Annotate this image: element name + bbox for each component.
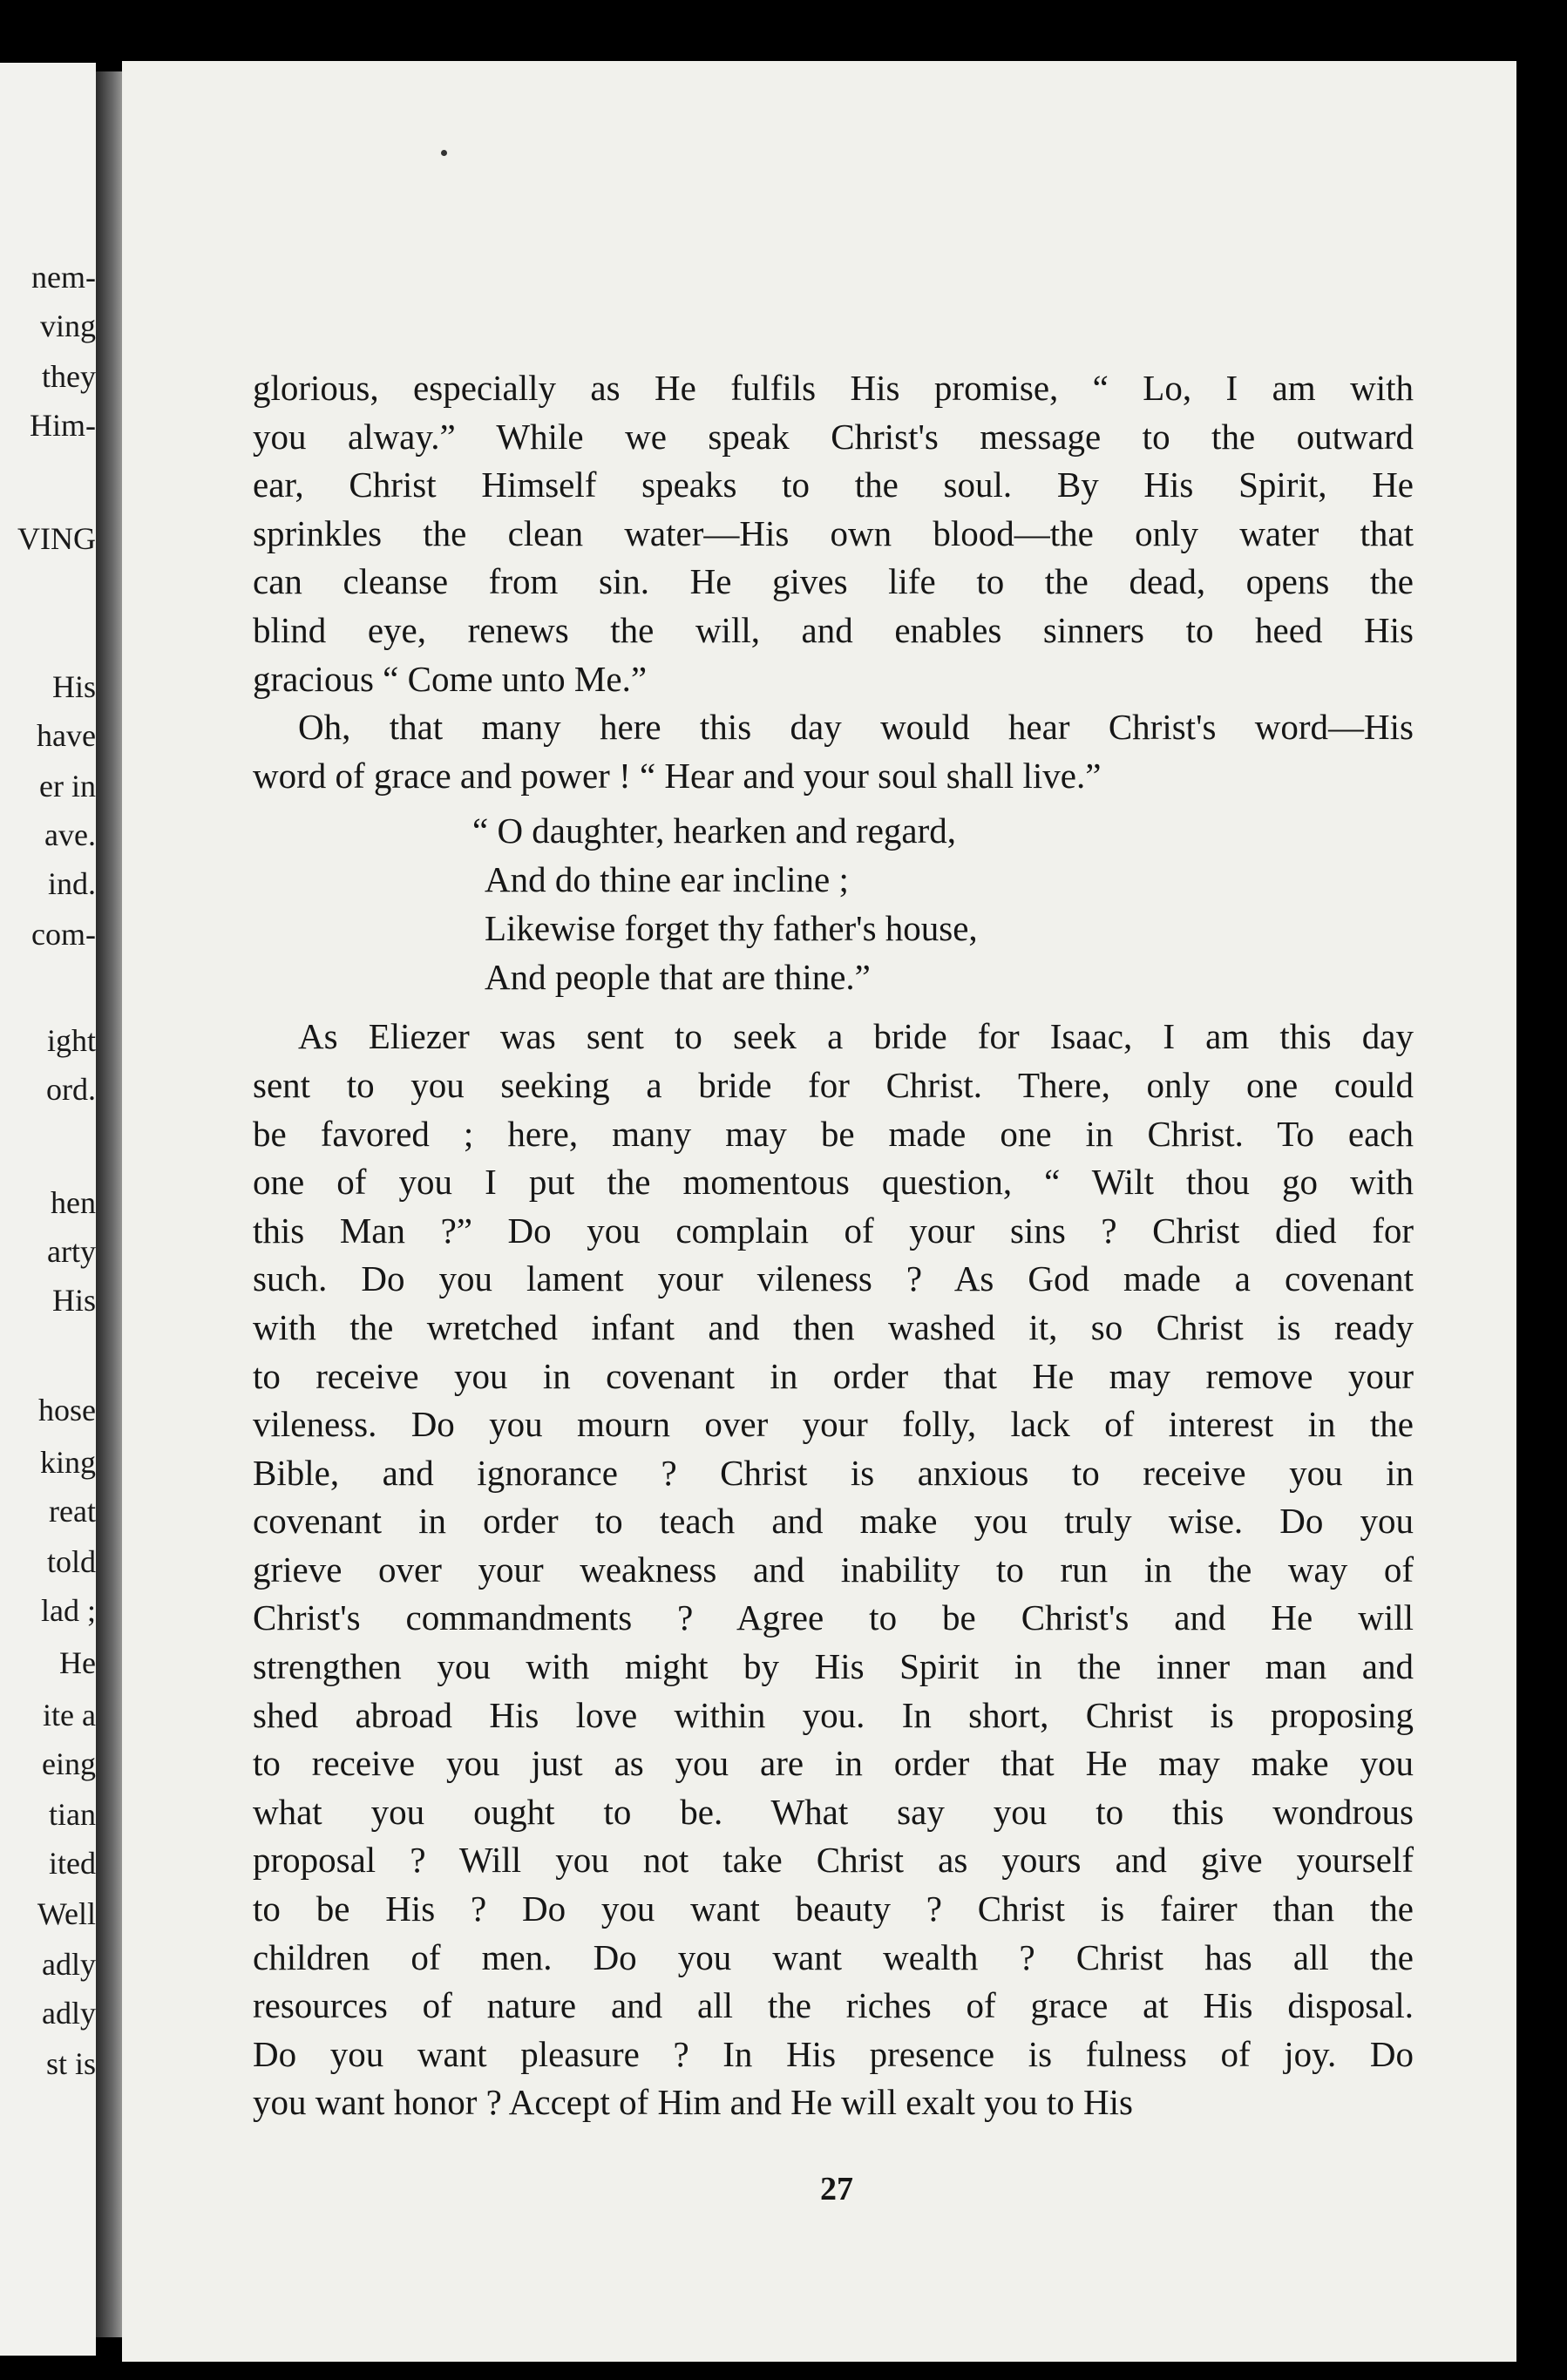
- left-page-fragment: hose: [38, 1393, 96, 1427]
- text-line: covenant in order to teach and make you truly wise. Do you: [253, 1501, 1414, 1542]
- text-line: you alway.” While we speak Christ's message to the outward: [253, 416, 1414, 457]
- left-page-fragment: arty: [47, 1234, 96, 1269]
- paragraph-1: [253, 364, 1414, 703]
- left-page-fragment: have: [37, 718, 96, 753]
- text-line: Bible, and ignorance ? Christ is anxious to receive you in: [253, 1452, 1414, 1493]
- text-line: to be His ? Do you want beauty ? Christ is fairer than the: [253, 1888, 1414, 1929]
- ink-speck: [441, 150, 447, 156]
- text-line: As Eliezer was sent to seek a bride for Isaac, I am this day: [298, 1016, 1414, 1057]
- left-page-fragment: nem-: [31, 260, 96, 295]
- poem-line: And people that are thine.”: [485, 957, 871, 998]
- left-page-fragment: His: [51, 669, 96, 704]
- left-page-fragment: ind.: [47, 866, 96, 901]
- text-line: sprinkles the clean water—His own blood—the only water that: [253, 512, 1414, 553]
- left-page-fragment: adly: [42, 1996, 96, 2031]
- left-page-fragment: ight: [46, 1023, 96, 1058]
- text-line: proposal ? Will you not take Christ as yours and give yourself: [253, 1840, 1414, 1881]
- text-line: Oh, that many here this day would hear Christ's word—His: [298, 707, 1414, 748]
- left-page-fragment: reat: [49, 1494, 96, 1529]
- left-page-fragment: Him-: [30, 408, 96, 443]
- left-page-fragment: hen: [51, 1185, 96, 1220]
- text-line: glorious, especially as He fulfils His promise, “ Lo, I am with: [253, 368, 1414, 408]
- left-page-fragment: told: [46, 1544, 96, 1579]
- page-number: 27: [820, 2171, 853, 2207]
- poem-quote: [253, 807, 1414, 1002]
- left-page-fragment: He: [59, 1645, 96, 1680]
- paragraph-2: [253, 703, 1414, 800]
- text-line: ear, Christ Himself speaks to the soul. By His Spirit, He: [253, 464, 1414, 505]
- text-line: resources of nature and all the riches of grace at His disposal.: [253, 1985, 1414, 2026]
- text-line: blind eye, renews the will, and enables sinners to heed His: [253, 609, 1414, 650]
- right-border: [1516, 61, 1567, 2362]
- paragraph-3: [253, 1013, 1414, 2127]
- left-page-fragment: st is: [45, 2046, 96, 2081]
- left-page-fragment: eing: [42, 1746, 96, 1781]
- text-line: strengthen you with might by His Spirit in the inner man and: [253, 1646, 1414, 1687]
- left-page-fragment: ited: [49, 1846, 96, 1881]
- text-line: children of men. Do you want wealth ? Christ has all the: [253, 1936, 1414, 1977]
- text-line: one of you I put the momentous question, “ Wilt thou go with: [253, 1162, 1414, 1203]
- left-page-edge: [0, 63, 96, 2356]
- left-page-fragment: er in: [39, 769, 96, 804]
- left-page-fragment: they: [42, 359, 96, 394]
- text-line: Christ's commandments ? Agree to be Christ's and He will: [253, 1597, 1414, 1638]
- text-line: can cleanse from sin. He gives life to the dead, opens the: [253, 561, 1414, 602]
- text-line: sent to you seeking a bride for Christ. There, only one could: [253, 1064, 1414, 1105]
- poem-line: Likewise forget thy father's house,: [485, 908, 978, 949]
- text-line: grieve over your weakness and inability to run in the way of: [253, 1549, 1414, 1590]
- text-line: such. Do you lament your vileness ? As God made a covenant: [253, 1258, 1414, 1299]
- poem-line: And do thine ear incline ;: [485, 859, 849, 900]
- left-page-fragment: com-: [31, 917, 96, 952]
- text-line: word of grace and power ! “ Hear and your soul shall live.”: [253, 755, 1102, 796]
- text-line: gracious “ Come unto Me.”: [253, 658, 648, 699]
- text-line: vileness. Do you mourn over your folly, lack of interest in the: [253, 1404, 1414, 1445]
- left-page-fragment: lad ;: [41, 1593, 96, 1628]
- left-page-fragment: ving: [39, 309, 96, 343]
- left-page-fragment: VING: [17, 521, 96, 556]
- left-page-fragment: ave.: [44, 817, 96, 852]
- left-page-fragment: tian: [49, 1797, 96, 1832]
- text-line: with the wretched infant and then washed it, so Christ is ready: [253, 1306, 1414, 1347]
- text-line: what you ought to be. What say you to this wondrous: [253, 1791, 1414, 1832]
- left-page-fragment: king: [39, 1445, 96, 1480]
- text-line: be favored ; here, many may be made one in Christ. To each: [253, 1113, 1414, 1154]
- body-text: [253, 364, 1414, 2127]
- text-line: to receive you in covenant in order that He may remove your: [253, 1355, 1414, 1396]
- text-line: shed abroad His love within you. In short, Christ is proposing: [253, 1694, 1414, 1735]
- left-page-fragment: adly: [42, 1947, 96, 1982]
- left-page-fragment: Well: [37, 1896, 96, 1931]
- left-page-fragment: His: [51, 1283, 96, 1318]
- text-line: Do you want pleasure ? In His presence is fulness of joy. Do: [253, 2033, 1414, 2074]
- text-line: you want honor ? Accept of Him and He will exalt you to His: [253, 2082, 1133, 2123]
- text-line: this Man ?” Do you complain of your sins ? Christ died for: [253, 1210, 1414, 1251]
- left-page-fragment: ite a: [43, 1698, 96, 1732]
- poem-line: “ O daughter, hearken and regard,: [472, 810, 957, 851]
- text-line: to receive you just as you are in order that He may make you: [253, 1743, 1414, 1784]
- main-page: [122, 61, 1516, 2362]
- left-page-fragment: ord.: [46, 1072, 96, 1107]
